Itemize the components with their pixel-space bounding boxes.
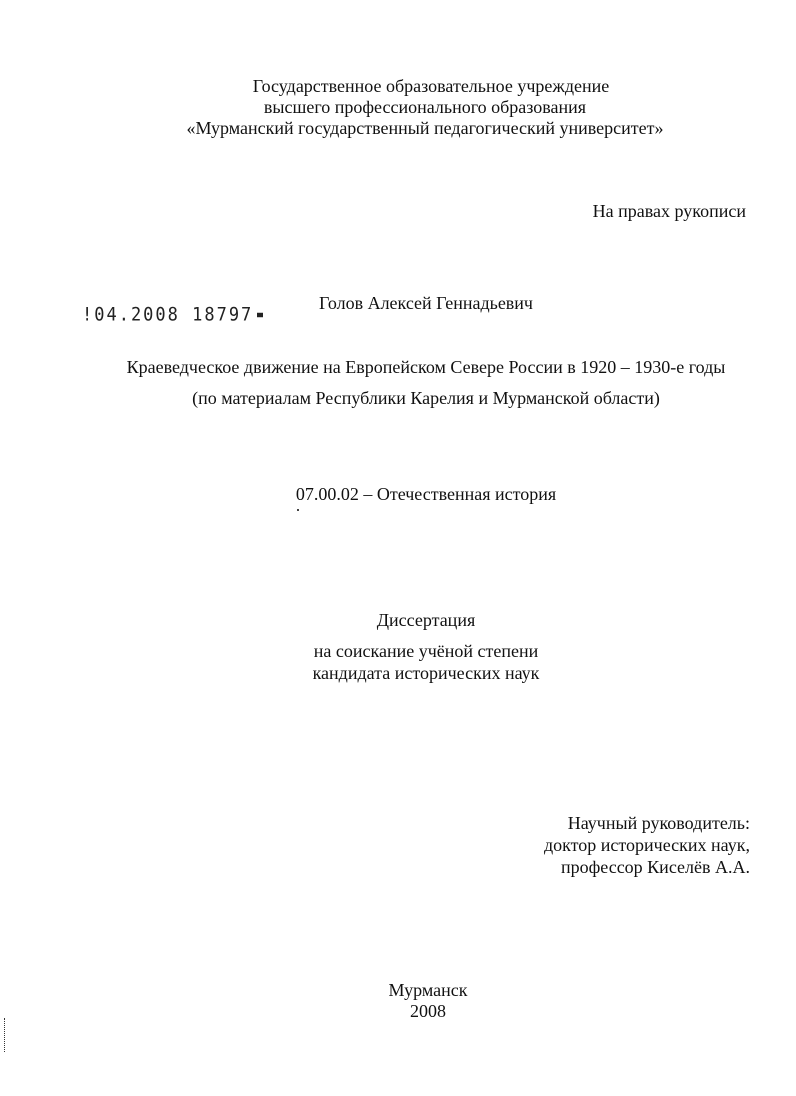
author-name: Голов Алексей Геннадьевич — [319, 293, 533, 313]
scan-margin-mark — [4, 1018, 7, 1052]
supervisor-line-2: доктор исторических наук, — [544, 835, 750, 855]
supervisor-line-1: Научный руководитель: — [567, 813, 750, 833]
institution-line-2: высшего профессионального образования — [263, 97, 587, 117]
manuscript-note: На правах рукописи — [592, 201, 746, 221]
library-stamp-number: !04.2008 18797 — [82, 304, 263, 326]
institution-line-1: Государственное образовательное учреждение — [252, 76, 610, 96]
year: 2008 — [410, 1001, 446, 1021]
degree-line-2: кандидата исторических наук — [312, 663, 540, 683]
title-line-1: Краеведческое движение на Европейском Севере России в 1920 – 1930-е годы — [126, 357, 726, 377]
institution-line-3: «Мурманский государственный педагогический университет» — [186, 118, 664, 138]
specialty-code: 07.00.02 – Отечественная история — [295, 484, 557, 504]
dissertation-heading: Диссертация — [376, 610, 476, 630]
title-line-2: (по материалам Республики Карелия и Мурманской области) — [192, 388, 660, 408]
degree-line-1: на соискание учёной степени — [313, 641, 539, 661]
supervisor-line-3: профессор Киселёв А.А. — [560, 857, 750, 877]
speck — [297, 509, 299, 511]
city: Мурманск — [388, 980, 468, 1000]
